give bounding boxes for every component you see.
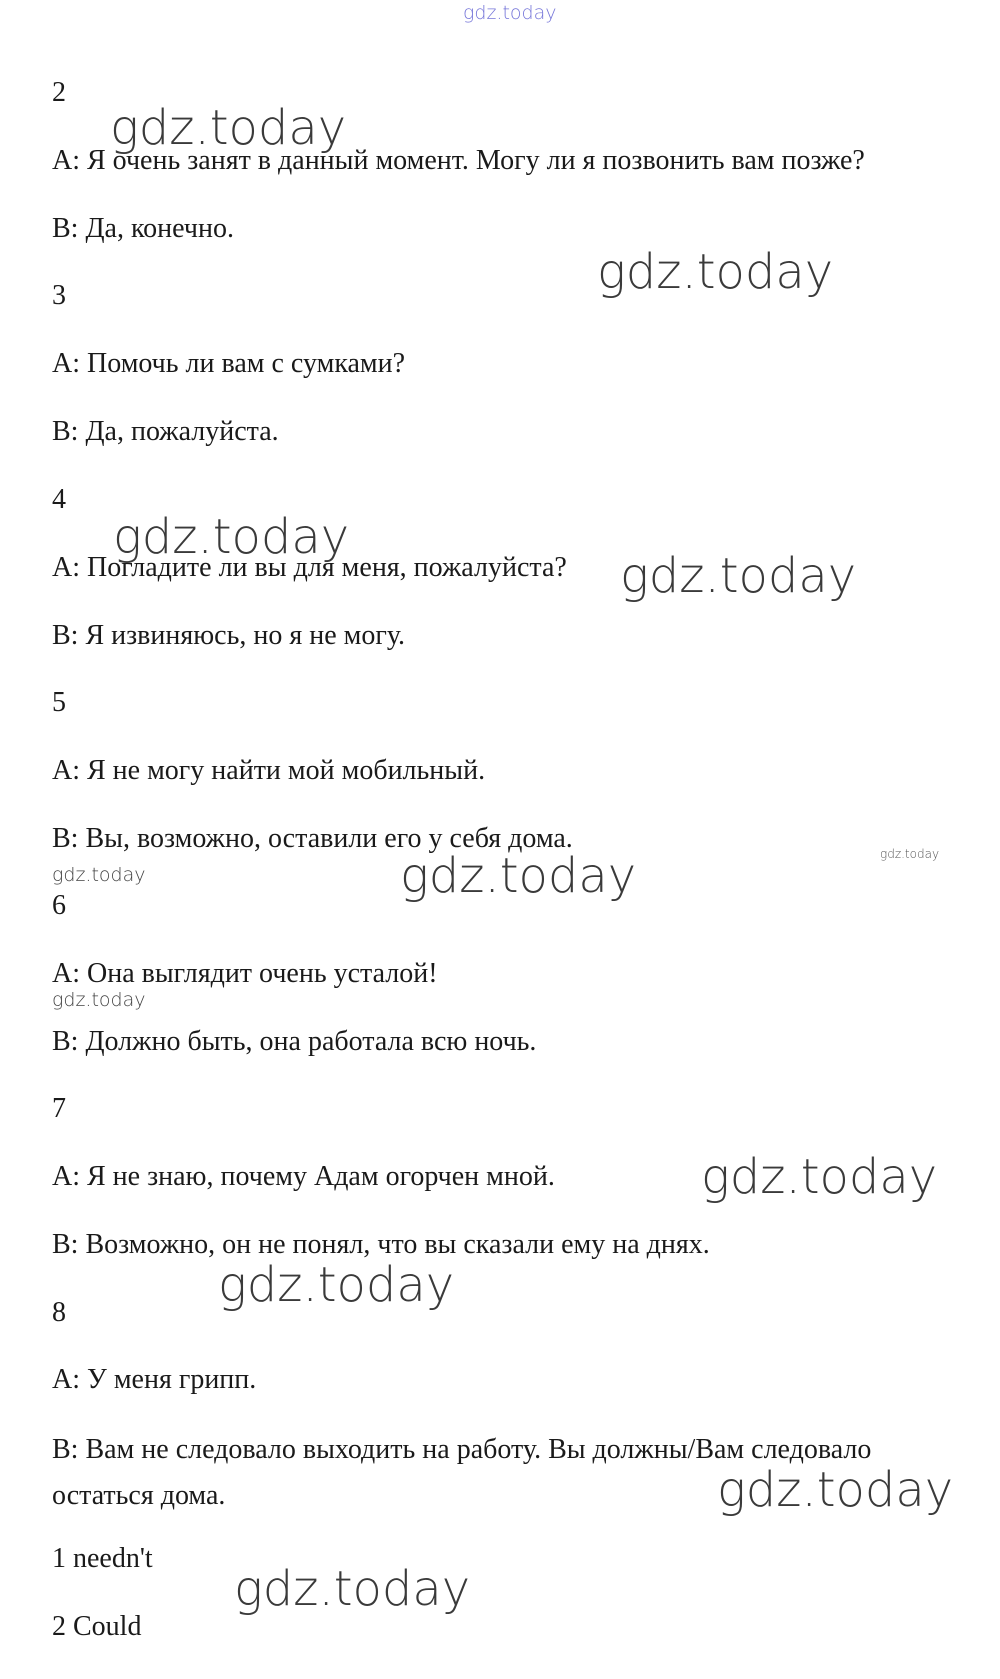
watermark: gdz.today — [717, 1462, 954, 1518]
item-number: 5 — [52, 687, 66, 718]
item-number: 4 — [52, 484, 66, 515]
watermark: gdz.today — [701, 1149, 938, 1205]
speaker-a-line: A: Помочь ли вам с сумками? — [52, 348, 406, 379]
item-number: 3 — [52, 280, 66, 311]
speaker-b-line: B: Да, пожалуйста. — [52, 416, 279, 447]
speaker-a-line: A: Я очень занят в данный момент. Могу ли я позвонить вам позже? — [52, 145, 865, 176]
speaker-a-line: A: Она выглядит очень усталой! — [52, 958, 438, 989]
speaker-b-line: B: Возможно, он не понял, что вы сказали ему на днях. — [52, 1229, 710, 1260]
speaker-a-line: A: Я не могу найти мой мобильный. — [52, 755, 486, 786]
speaker-b-line: B: Да, конечно. — [52, 213, 234, 244]
speaker-b-line: B: Вы, возможно, оставили его у себя дома. — [52, 823, 573, 854]
watermark: gdz.today — [597, 244, 834, 300]
watermark: gdz.today — [218, 1257, 455, 1313]
watermark: gdz.today — [880, 847, 940, 861]
speaker-b-line: B: Вам не следовало выходить на работу. Вы должны/Вам следовало остаться дома. — [52, 1434, 872, 1511]
speaker-b-line: B: Я извиняюсь, но я не могу. — [52, 620, 406, 651]
item-number: 7 — [52, 1093, 66, 1124]
watermark: gdz.today — [234, 1561, 471, 1617]
answer-line: 1 needn't — [52, 1543, 153, 1574]
watermark: gdz.today — [113, 509, 350, 565]
watermark: gdz.today — [52, 864, 146, 886]
watermark: gdz.today — [620, 548, 857, 604]
speaker-b-line: B: Должно быть, она работала всю ночь. — [52, 1026, 537, 1057]
speaker-a-line: A: У меня грипп. — [52, 1364, 257, 1395]
speaker-a-line: A: Погладите ли вы для меня, пожалуйста? — [52, 552, 567, 583]
item-number: 6 — [52, 890, 66, 921]
answer-line: 2 Could — [52, 1611, 142, 1642]
item-number: 8 — [52, 1297, 66, 1328]
speaker-a-line: A: Я не знаю, почему Адам огорчен мной. — [52, 1161, 555, 1192]
watermark: gdz.today — [110, 100, 347, 156]
watermark-top: gdz.today — [463, 2, 557, 24]
watermark: gdz.today — [400, 848, 637, 904]
watermark: gdz.today — [52, 989, 146, 1011]
item-number: 2 — [52, 77, 66, 108]
